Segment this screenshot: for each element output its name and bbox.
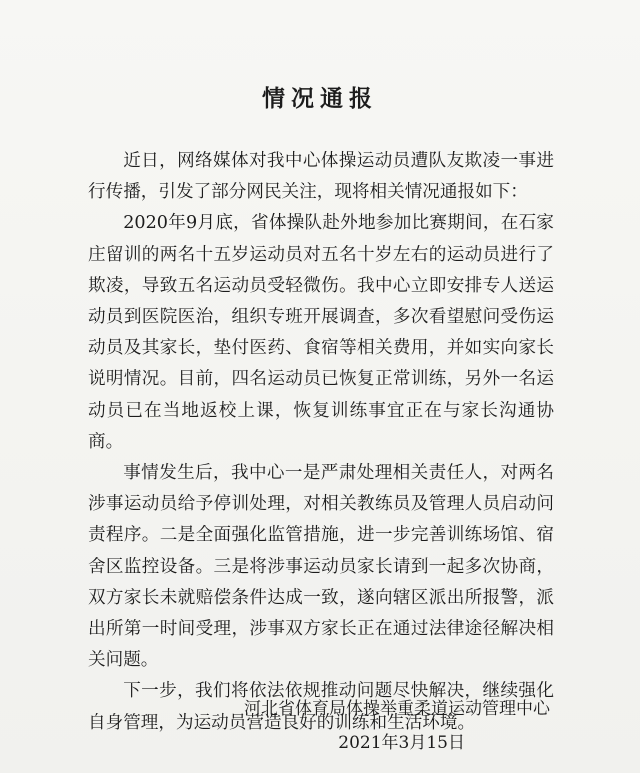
issue-date: 2021年3月15日 [338, 733, 465, 753]
paragraph-measures: 事情发生后，我中心一是严肃处理相关责任人，对两名涉事运动员给予停训处理，对相关教练员及管理人员启动问责程序。二是全面强化监管措施，进一步完善训练场馆、宿舍区监控设备。三是将涉事运动员家长请到一起多次协商，双方家长未就赔偿条件达成一致，遂向辖区派出所报警，派出所第一时间受理，涉事双方家长正在通过法律途径解决相关问题。 [88, 463, 554, 671]
document-body [88, 146, 554, 739]
paragraph-intro: 近日，网络媒体对我中心体操运动员遭队友欺凌一事进行传播，引发了部分网民关注，现将相关情况通报如下： [88, 151, 554, 203]
issuer-signature: 河北省体育局体操举重柔道运动管理中心 [244, 699, 550, 719]
document-title: 情况通报 [262, 85, 378, 112]
paragraph-incident: 2020年9月底，省体操队赴外地参加比赛期间，在石家庄留训的两名十五岁运动员对五名十岁左右的运动员进行了欺凌，导致五名运动员受轻微伤。我中心立即安排专人送运动员到医院医治，组织专班开展调查，多次看望慰问受伤运动员及其家长，垫付医药、食宿等相关费用，并如实向家长说明情况。目前，四名运动员已恢复正常训练，另外一名运动员已在当地返校上课，恢复训练事宜正在与家长沟通协商。 [88, 213, 554, 452]
paragraph-next-steps: 下一步，我们将依法依规推动问题尽快解决，继续强化自身管理，为运动员营造良好的训练和生活环境。 [88, 681, 554, 733]
